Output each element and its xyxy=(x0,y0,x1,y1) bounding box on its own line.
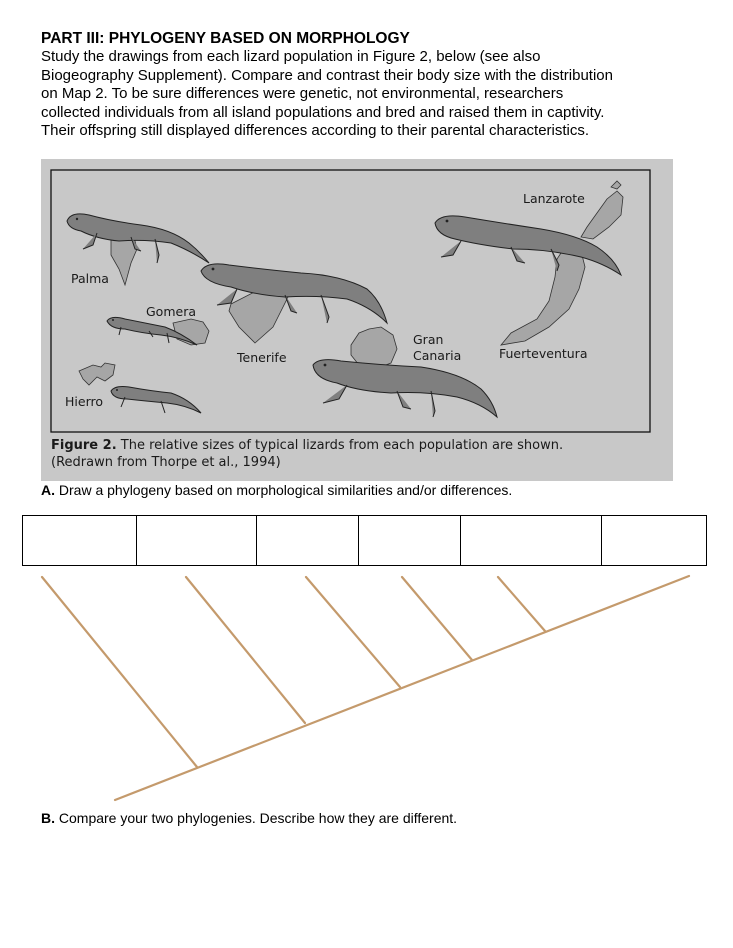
caption-source: (Redrawn from Thorpe et al., 1994) xyxy=(51,455,281,470)
label-lanzarote: Lanzarote xyxy=(523,191,585,206)
question-b xyxy=(41,810,457,826)
label-tenerife: Tenerife xyxy=(237,350,287,365)
tree-branch xyxy=(498,577,545,631)
figure-caption xyxy=(51,437,563,471)
intro-paragraph xyxy=(41,48,681,141)
lizard-eye xyxy=(324,364,327,367)
taxon-box[interactable] xyxy=(461,516,602,565)
label-gomera: Gomera xyxy=(146,304,196,319)
intro-line: on Map 2. To be sure differences were genetic, not environmental, researchers xyxy=(41,85,564,103)
taxon-box[interactable] xyxy=(359,516,461,565)
intro-line: Biogeography Supplement). Compare and contrast their body size with the distribution xyxy=(41,66,613,84)
label-canaria: Canaria xyxy=(413,348,462,363)
intro-line: collected individuals from all island populations and bred and raised them in captivity. xyxy=(41,103,605,121)
question-a-text: Draw a phylogeny based on morphological similarities and/or differences. xyxy=(55,482,513,498)
label-palma: Palma xyxy=(71,271,109,286)
label-fuerteventura: Fuerteventura xyxy=(499,346,588,361)
figure-2 xyxy=(41,159,673,481)
lizard-eye xyxy=(112,319,114,321)
lizard-eye xyxy=(212,268,215,271)
question-a-label: A. xyxy=(41,482,55,498)
tree-main-branch xyxy=(115,576,689,800)
question-a xyxy=(41,482,512,498)
intro-line: Their offspring still displayed differences according to their parental characteristics. xyxy=(41,122,590,140)
lizard-eye xyxy=(76,218,78,220)
taxa-label-boxes xyxy=(22,515,707,566)
tree-branch xyxy=(402,577,472,660)
figure-illustration xyxy=(41,159,673,481)
label-gran: Gran xyxy=(413,332,444,347)
taxon-box[interactable] xyxy=(23,516,137,565)
lizard-eye xyxy=(446,220,449,223)
intro-line: Study the drawings from each lizard population in Figure 2, below (see also xyxy=(41,48,541,65)
taxon-box[interactable] xyxy=(137,516,257,565)
question-b-label: B. xyxy=(41,810,55,826)
lizard-eye xyxy=(116,389,118,391)
tree-branch xyxy=(186,577,305,723)
tree-branch xyxy=(306,577,400,687)
tree-branch xyxy=(42,577,197,767)
caption-text: The relative sizes of typical lizards from each population are shown. xyxy=(116,438,564,453)
taxon-box[interactable] xyxy=(257,516,359,565)
label-hierro: Hierro xyxy=(65,394,103,409)
question-b-text: Compare your two phylogenies. Describe how they are different. xyxy=(55,810,458,826)
taxon-box[interactable] xyxy=(602,516,706,565)
part-heading: PART III: PHYLOGENY BASED ON MORPHOLOGY xyxy=(41,30,410,47)
caption-label: Figure 2. xyxy=(51,438,117,453)
